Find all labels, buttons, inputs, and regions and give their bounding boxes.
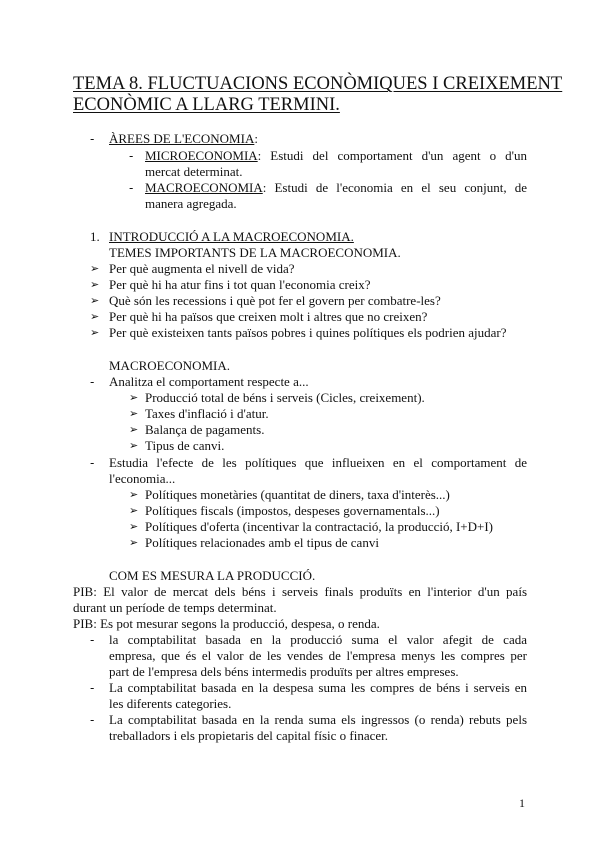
arrow-bullet: ➢	[129, 536, 139, 549]
arrow-bullet: ➢	[90, 294, 100, 307]
title-line-1: TEMA 8. FLUCTUACIONS ECONÒMIQUES I CREIXEMENT	[73, 74, 563, 94]
arrow-bullet: ➢	[129, 488, 139, 501]
section-number: 1.	[90, 229, 100, 244]
macro-line-2: manera agregada.	[145, 196, 237, 211]
item3-line-2: treballadors i els propietaris del capital físic o finacer.	[109, 728, 389, 743]
estudia-item: Polítiques d'oferta (incentivar la contractació, la producció, I+D+I)	[145, 519, 494, 534]
dash-bullet: -	[90, 132, 95, 146]
arrow-bullet: ➢	[129, 407, 139, 420]
micro-term: MICROECONOMIA	[145, 148, 258, 163]
dash-bullet: -	[129, 149, 134, 163]
item1-line-1: la comptabilitat basada en la producció suma el valor afegit de cada	[109, 632, 527, 647]
analitza-item: Tipus de canvi.	[145, 438, 225, 453]
produccio-heading: COM ES MESURA LA PRODUCCIÓ.	[109, 568, 316, 583]
title-line-2: ECONÒMIC A LLARG TERMINI.	[73, 95, 340, 115]
section1-subheading: TEMES IMPORTANTS DE LA MACROECONOMIA.	[109, 245, 401, 260]
micro-line-1	[145, 148, 527, 164]
question-item: Per què hi ha atur fins i tot quan l'economia creix?	[109, 277, 371, 292]
arrow-bullet: ➢	[90, 278, 100, 291]
arees-heading-line	[109, 131, 258, 147]
macro-term: MACROECONOMIA	[145, 180, 263, 195]
dash-bullet: -	[90, 456, 95, 470]
item1-line-3: part de l'empresa dels béns intermedis produïts per altres empreses.	[109, 664, 459, 679]
micro-line-2: mercat determinat.	[145, 164, 243, 179]
micro-text: : Estudi del comportament d'un agent o d'un	[257, 148, 527, 163]
analitza-item: Balança de pagaments.	[145, 422, 265, 437]
item1-line-2: empresa, que és el valor de les vendes de l'empresa menys les compres per	[109, 648, 527, 663]
dash-bullet: -	[90, 375, 95, 389]
pib1-line-1: PIB: El valor de mercat dels béns i serveis finals produïts en l'interior d'un país	[73, 584, 527, 599]
item2-line-2: les diferents categories.	[109, 696, 232, 711]
arrow-bullet: ➢	[129, 423, 139, 436]
estudia-line-2: l'economia...	[109, 471, 176, 486]
estudia-item: Polítiques fiscals (impostos, despeses governamentals...)	[145, 503, 440, 518]
question-item: Què són les recessions i què pot fer el govern per combatre-les?	[109, 293, 441, 308]
dash-bullet: -	[90, 713, 95, 727]
arrow-bullet: ➢	[129, 439, 139, 452]
arrow-bullet: ➢	[129, 504, 139, 517]
arrow-bullet: ➢	[129, 391, 139, 404]
estudia-line-1: Estudia l'efecte de les polítiques que influeixen en el comportament de	[109, 455, 527, 470]
arees-colon: :	[254, 131, 258, 146]
macro-text: : Estudi de l'economia en el seu conjunt, de	[262, 180, 527, 195]
arees-heading: ÀREES DE L'ECONOMIA	[109, 131, 255, 146]
pib1-line-2: durant un període de temps determinat.	[73, 600, 277, 615]
macro-heading: MACROECONOMIA.	[109, 358, 230, 373]
estudia-item: Polítiques relacionades amb el tipus de canvi	[145, 535, 379, 550]
question-item: Per què hi ha països que creixen molt i altres que no creixen?	[109, 309, 428, 324]
analitza-item: Taxes d'inflació i d'atur.	[145, 406, 269, 421]
dash-bullet: -	[90, 681, 95, 695]
arrow-bullet: ➢	[129, 520, 139, 533]
item2-line-1: La comptabilitat basada en la despesa suma les compres de béns i serveis en	[109, 680, 527, 695]
dash-bullet: -	[129, 181, 134, 195]
estudia-item: Polítiques monetàries (quantitat de diners, taxa d'interès...)	[145, 487, 450, 502]
arrow-bullet: ➢	[90, 262, 100, 275]
analitza-text: Analitza el comportament respecte a...	[109, 374, 309, 389]
question-item: Per què augmenta el nivell de vida?	[109, 261, 295, 276]
question-item: Per què existeixen tants països pobres i quines polítiques els podrien ajudar?	[109, 325, 507, 340]
dash-bullet: -	[90, 633, 95, 647]
page-number: 1	[519, 796, 525, 810]
pib2-line: PIB: Es pot mesurar segons la producció, despesa, o renda.	[73, 616, 380, 631]
section1-heading: INTRODUCCIÓ A LA MACROECONOMIA.	[109, 229, 354, 244]
arrow-bullet: ➢	[90, 310, 100, 323]
item3-line-1: La comptabilitat basada en la renda suma els ingressos (o renda) rebuts pels	[109, 712, 527, 727]
arrow-bullet: ➢	[90, 326, 100, 339]
analitza-item: Producció total de béns i serveis (Cicles, creixement).	[145, 390, 425, 405]
macro-line-1	[145, 180, 527, 196]
